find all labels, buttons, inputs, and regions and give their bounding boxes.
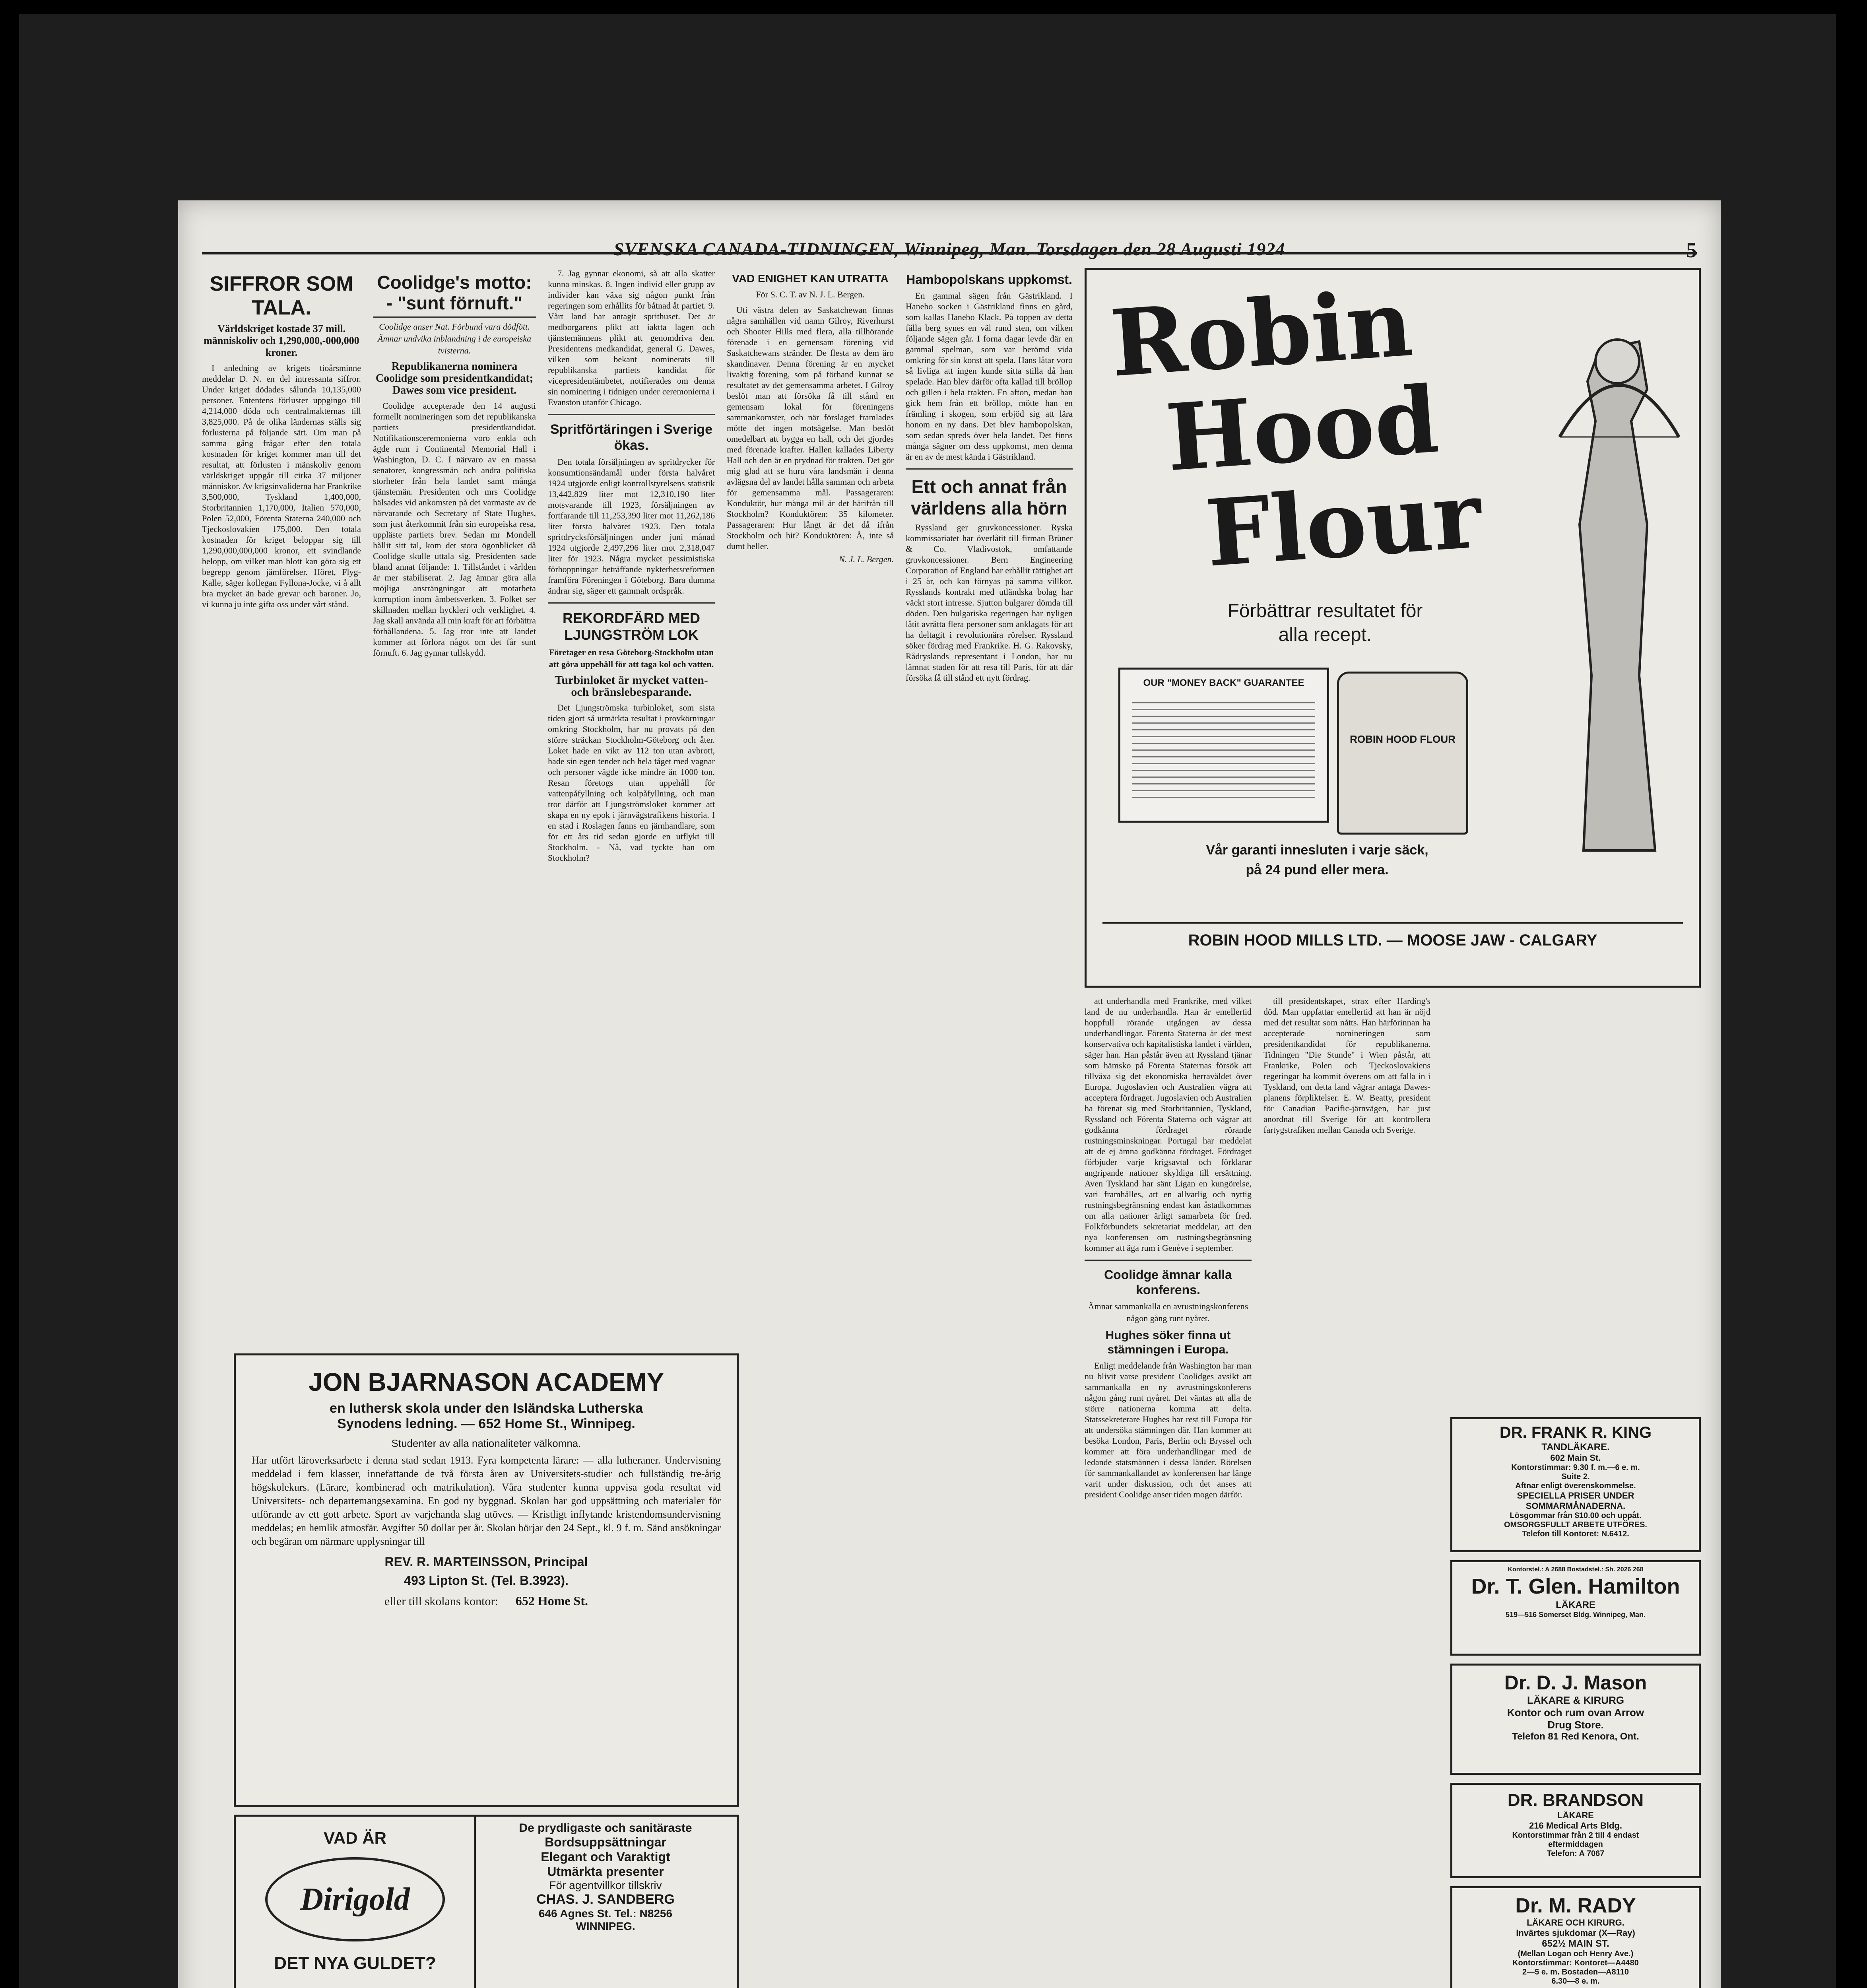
headline-coolidge: Coolidge's motto: - "sunt förnuft." bbox=[373, 272, 536, 318]
robin-hood-brand-1: Robin bbox=[1107, 269, 1416, 398]
dirigold-logo: Dirigold bbox=[300, 1881, 410, 1917]
dirigold-left bbox=[236, 1817, 476, 1988]
article-col3-body: 7. Jag gynnar ekonomi, så att alla skatter kunna minskas. 8. Ingen individ eller grupp av individer kan växa sig någon punkt från regeringen som erhållits för båtnad åt partiet. 9. Vårt land har antagit sprithuset. Det är medborgarens plikt att iaktta lagen och tjänstemännens plikt att genomdriva den. Presidentens medkandidat, general G. Dawes, vilken som bekant nominerats till republikanska partiets kandidat för vicepresidentämbetet, notifierades om denna sin nominering i tidnigen under ceremonierna i Evanston utanför Chicago. bbox=[548, 268, 715, 407]
column-2 bbox=[373, 268, 536, 1342]
glen-hamilton-name: Dr. T. Glen. Hamilton bbox=[1471, 1574, 1680, 1598]
article-spritfortaring-body: Den totala försäljningen av spritdrycker för konsumtionsändamål under första halvåret 1924 utgjorde enligt kontrollstyrelsens statistik 13,442,829 liter mot 12,310,190 liter motsvarande till 1923, försäljningen av fortfarande till 11,253,390 liter mot 11,262,186 liter första halvåret 1923. Den totala spritdrycksförsäljningen under juni månad 1924 utgjorde 2,497,296 liter mot 2,318,047 liter för 1923. Några mycket pessimistiska förhoppningar beträffande nykterhetsreformen framföra Föreningen i Göteborg. Bara dumma ändrar sig, säger ett gammalt ordspråk. bbox=[548, 457, 715, 596]
brandson-hours-2: eftermiddagen bbox=[1548, 1840, 1603, 1849]
ad-rady bbox=[1450, 1886, 1701, 1988]
divider bbox=[906, 468, 1073, 470]
dirigold-logo-oval bbox=[265, 1857, 445, 1941]
rady-hours-3: 6.30—8 e. m. bbox=[1551, 1977, 1600, 1986]
brandson-title: LÄKARE bbox=[1557, 1810, 1594, 1820]
rady-title: LÄKARE OCH KIRURG. bbox=[1527, 1918, 1624, 1928]
column-1 bbox=[202, 268, 361, 1342]
article-siffror-body: I anledning av krigets tioårsminne meddelar D. N. en del intressanta siffror. Under kriget dödades sålunda 10,135,000 personer. Ententens förluster uppgingo till 4,214,000 döda och centralmakternas till 3,825,000. På de olika ländernas ställs sig förlusterna på följande sätt. Om man på samma gång frågar efter den totala kostnaden för kriget kommer man till det resultat, att förlusten i mänskoliv genom världskriget uppgår till cirka 37 miljoner människor. Av krigsinvaliderna har Frankrike 3,500,000, Tyskland 1,400,000, Storbritannien 1,170,000, Italien 570,000, Polen 52,000, Förenta Staterna 240,000 och Tjeckoslovakien 175,000. Den totala kostnaden för kriget beloppar sig till 1,290,000,000,000 kronor, ett svindlande belopp, om vilket man blott kan göra sig ett begrepp genom jämförelser. Höret, Flyg-Kalle, säger kollegan Fyllona-Jocke, vi å allt bra mycket än bade grevar och baroner. Jo, vi kunna ju inte gifta oss under vårt stånd. bbox=[202, 363, 361, 609]
masthead-rule bbox=[202, 252, 1697, 254]
academy-body: Har utfört läroverksarbete i denna stad sedan 1913. Fyra kompetenta lärare: — alla lutheraner. Undervisning meddelad i fem klasser, innefattande de två första åren av Universitets-studier och fullständig tre-årig högskolekurs. (Lärare, kombinerad och matrikulation). Våra studenter kunna uppvisa goda resultat vid Universitets- och departemangsexamina. En god ny byggnad. Skolan har god uppsättning och materialer för utförande av ett gott arbete. Sport av varjehanda slag utöves. — Kristligt inflytande kristendomsundervisning meddelas; en hemlik atmosfär. Avgifter 50 dollar per år. Skolan börjar den 24 Sept., kl. 9 f. m. Sänd ansökningar och begäran om närmare upplysningar till bbox=[252, 1454, 721, 1547]
article-rekordfard-body: Det Ljungströmska turbinloket, som sista tiden gjort så utmärkta resultat i provkörningar omkring Stockholm, har nu provats på den större sträckan Stockholm-Göteborg och åter. Loket hade en vikt av 112 ton utan avbrott, hade sin egen tender och hela tåget med vagnar och personer vägde icke mindre än 1000 ton. Resan företogs utan uppehåll för vattenpåfyllning och kolpåfyllning, och man tror därför att Ljungströmsloket kommer att skapa en ny epok i järnvägstrafikens historia. I en stad i Roslagen fanns en järnhandlare, som för ett års tid sedan gjorde en utflykt till Stockholm. - Nå, vad tyckte han om Stockholm? bbox=[548, 703, 715, 863]
mason-title: LÄKARE & KIRURG bbox=[1527, 1694, 1624, 1706]
brandson-name: DR. BRANDSON bbox=[1507, 1790, 1644, 1810]
divider bbox=[1085, 1260, 1252, 1261]
academy-office-address: 652 Home St. bbox=[515, 1594, 588, 1608]
column-5 bbox=[906, 268, 1073, 1988]
mason-phone: Telefon 81 Red Kenora, Ont. bbox=[1512, 1731, 1639, 1742]
academy-office-label: eller till skolans kontor: bbox=[384, 1595, 498, 1608]
glen-hamilton-top: Kontorstel.: A 2688 Bostadstel.: Sh. 2026 268 bbox=[1508, 1566, 1644, 1573]
academy-office-row bbox=[236, 1594, 737, 1608]
subhead-coolidge: Coolidge anser Nat. Förbund vara dödfött. Ämnar undvika inblandning i de europeiska tvisterna. bbox=[378, 322, 531, 355]
article-coolidge-body: Coolidge accepterade den 14 augusti formellt nomineringen som det republikanska partiets presidentkandidat. Notifikationsceremonierna voro enkla och ägde rum i Continental Memorial Hall i Washington, D. C. I närvaro av en massa senatorer, kongressmän och andra politiska storheter från hela landet samt många tjänstemän. Presidenten och mrs Coolidge hälsades vid ankomsten på det varmaste av de närvarande och Secretary of State Hughes, som just återkommit från sin europeiska resa, uppläste partiets brev. Sedan mr Mondell hållit sitt tal, kom det stora ögonblicket då Coolidge skulle uttala sig. Presidenten sade bland annat följande: 1. Tillståndet i världen är mer stabiliserat. 2. Jag ämnar göra alla möjliga ansträngningar att motarbeta korruption inom ämbetsverken. 3. Folket ser skillnaden mellan hyckleri och verklighet. 4. Jag skall använda all min kraft för att förbättra förhållandena. 5. Jag tror inte att landet kommer att förlora något om det får sunt förnuft. 6. Jag gynnar tullskydd. bbox=[373, 401, 536, 658]
academy-principal: REV. R. MARTEINSSON, Principal bbox=[384, 1555, 588, 1569]
frank-king-special-1: SPECIELLA PRISER UNDER bbox=[1517, 1491, 1634, 1501]
rady-hours-2: 2—5 e. m. Bostaden—A8110 bbox=[1522, 1968, 1629, 1976]
guarantee-box-title: OUR "MONEY BACK" GUARANTEE bbox=[1143, 678, 1304, 688]
divider bbox=[548, 414, 715, 415]
brandson-phone: Telefon: A 7067 bbox=[1547, 1849, 1605, 1858]
headline-vad-enighet: VAD ENIGHET KAN UTRATTA bbox=[732, 272, 889, 285]
frank-king-special-3: Lösgommar från $10.00 och uppåt. bbox=[1510, 1511, 1642, 1520]
article-hughes-body: Enligt meddelande från Washington har man nu blivit varse president Coolidges avsikt att sammankalla en ny avrustningskonferens någon gång runt nyåret. Det väntas att alla de större nationerna komma att delta. Statssekreterare Hughes har rest till Europa för att undersöka stämningen där. Han kommer att besöka London, Paris, Berlin och Bryssel och kommer att föra underhandlingar med de ledande statsmännen i dessa länder. Rörelsen för sammankallandet av konferensen har länge varit under diskussion, och det anses att president Coolidge anser tiden mogen därför. bbox=[1085, 1361, 1252, 1499]
column-5-continuation bbox=[1085, 996, 1252, 1988]
dirigold-top: VAD ÄR bbox=[324, 1829, 386, 1847]
ad-brandson bbox=[1450, 1783, 1701, 1878]
subhead-rekordfard: Företager en resa Göteborg-Stockholm utan att göra uppehåll för att taga kol och vatten. bbox=[549, 647, 714, 669]
headline-rekordfard: REKORDFÄRD MED LJUNGSTRÖM LOK bbox=[563, 610, 700, 643]
flour-sack-label: ROBIN HOOD FLOUR bbox=[1350, 733, 1456, 745]
ad-mason bbox=[1450, 1664, 1701, 1775]
rady-line-2: 652½ MAIN ST. bbox=[1542, 1938, 1609, 1949]
robin-hood-tagline-1: Förbättrar resultatet för bbox=[1227, 600, 1423, 621]
subhead-coolidge-2: Republikanerna nominera Coolidge som presidentkandidat; Dawes som vice president. bbox=[375, 360, 534, 396]
academy-title: JON BJARNASON ACADEMY bbox=[309, 1368, 664, 1396]
rady-line-1: Invärtes sjukdomar (X—Ray) bbox=[1516, 1928, 1635, 1938]
frank-king-address: 602 Main St. bbox=[1550, 1453, 1601, 1463]
article-col5-continuation-body: att underhandla med Frankrike, med vilket land de nu underhandla. Han är emellertid hoppfull rörande utgången av dessa underhandlingar. Förenta Staterna är det mest konservativa och kapitalistiska landet i världen, säger han. Han påstår även att Ryssland tjänar som hämsko på Förenta Staternas försök att tillväxa sig det ekonomiska herraväldet över Europa. Jugoslavien och Australien vägra att acceptera fördraget. Jugoslavien och Australien ha förenat sig med Storbritannien, Tyskland, Ryssland och Förenta Staterna och vägrar att godkänna fördraget rörande rustningsminskningar. Portugal har meddelat att de ej ämna godkänna fördraget. Fördraget förbjuder varje krigsavtal och förklarar angripande nationer skyldiga till ersättning. Aven Tyskland har sänt Ligan en kungörelse, vari framhålles, att en allvarlig och nyttig rustningsbegränsning endast kan åstadkommas om alla nationer ärligt samarbeta för fred. Folkförbundets sekretariat meddelar, att den nya konferensen om rustningsbegränsning kommer att äga rum i Genève i september. bbox=[1085, 996, 1252, 1253]
dirigold-right-7: 646 Agnes St. Tel.: N8256 bbox=[538, 1907, 673, 1920]
guarantee-box bbox=[1118, 668, 1329, 823]
frank-king-hours: Kontorstimmar: 9.30 f. m.—6 e. m. bbox=[1511, 1463, 1640, 1472]
headline-coolidge-kalla: Coolidge ämnar kalla konferens. bbox=[1104, 1268, 1232, 1297]
ad-jon-bjarnason bbox=[234, 1353, 739, 1807]
dirigold-right-3: Elegant och Varaktigt bbox=[541, 1850, 670, 1864]
frank-king-suite: Suite 2. bbox=[1561, 1472, 1590, 1481]
robin-hood-guarantee-1: Vår garanti innesluten i varje säck, bbox=[1206, 843, 1428, 858]
column-4 bbox=[727, 268, 894, 1988]
rady-name: Dr. M. RADY bbox=[1515, 1894, 1636, 1917]
robin-hood-brand-2: Hood bbox=[1163, 366, 1442, 492]
divider bbox=[548, 602, 715, 604]
headline-hambopolskan: Hambopolskans uppkomst. bbox=[906, 272, 1072, 287]
article-vad-enighet-body: Uti västra delen av Saskatchewan finnas några samhällen vid namn Gilroy, Riverhurst och Shooter Hills med flera, alla tillhörande förenade i en gemensam förening vid Saskatchewans stränder. De flesta av dem äro skandinaver. Denna förening är en mycket livaktig förening, som på förhand kunnat se resultatet av det gemensamma arbetet. I Gilroy beslöt man att försöka få till stånd en gemensam lokal för föreningens sammankomster, och när förslaget framlades mötte det ingen motsägelse. Man beslöt omedelbart att bygga en hall, och det gjordes med förenade krafter. Hallen kallades Liberty Hall och den är en prydnad för trakten. Det gör mig glad att se huru våra landsmän i denna avlägsna del av landet hålla samman och arbeta för gemensamma mål. Passageraren: Konduktör, hur många mil är det härifrån till Stockholm? Konduktören: 35 kilometer. Passageraren: Hur långt är det då ifrån Stockholm och hit? Konduktören: Å, inte så dumt heller. bbox=[727, 305, 894, 551]
brandson-hours-1: Kontorstimmar från 2 till 4 endast bbox=[1512, 1831, 1639, 1840]
dirigold-right-4: Utmärkta presenter bbox=[547, 1864, 664, 1879]
frank-king-phone: Telefon till Kontoret: N.6412. bbox=[1522, 1530, 1629, 1538]
academy-line-1: en luthersk skola under den Isländska Lutherska bbox=[330, 1401, 643, 1416]
newspaper-page bbox=[178, 200, 1721, 1988]
ad-frank-king bbox=[1450, 1417, 1701, 1552]
academy-address: 493 Lipton St. (Tel. B.3923). bbox=[404, 1573, 569, 1588]
subhead-coolidge-kalla: Ämnar sammankalla en avrustningskonferens någon gång runt nyåret. bbox=[1088, 1301, 1248, 1323]
headline-ett-och-annat: Ett och annat från världens alla hörn bbox=[911, 476, 1067, 518]
article-ett-och-annat-body: Ryssland ger gruvkoncessioner. Ryska kommissariatet har överlåtit till firman Brüner & Co. Vladivostok, omfattande gruvkoncessioner. Bern Engineering Corporation of England har erhållit rättighet att i 25 år, och kan förnyas på samma villkor. Rysslands kontrakt med utländska bolag har väckt stort intresse. Sjutton bulgarer dömda till döden. Den bulgariska regeringen har nyligen låtit avrätta flera personer som anklagats för att ha deltagit i revolutionära rörelser. Ryssland söker fördrag med Frankrike. H. G. Rakovsky, Rådryslands representant i London, har nu lämnat staden för att resa till Paris, för att där försöka få till stånd ett nytt fördrag. bbox=[906, 522, 1073, 683]
robin-hood-archer-illustration bbox=[1552, 318, 1683, 866]
academy-line-2: Synodens ledning. — 652 Home St., Winnipeg. bbox=[337, 1416, 635, 1431]
article-hambopolskan-body: En gammal sägen från Gästrikland. I Hanebo socken i Gästrikland finns en gård, som kallas Hanebo Klack. På toppen av detta fälla berg synes en väl rund sten, om vilken följande sägen går. I forna dagar levde där en gammal spelman, som var berömd vida omkring för sin konst att spela. Hans låtar voro så livliga att ingen kunde sitta stilla då han spelade. Han blev därför ofta kallad till bröllop och gillen i hela trakten. En afton, medan han gick hem från ett bröllop, mötte han en främling i skogen, som erbjöd sig att lära honom en ny dans. Det blev hambopolskan, som sedan spreds över hela landet. Det finns många sägner om dess uppkomst, men denna är en av de mest kända i Gästrikland. bbox=[906, 291, 1073, 462]
dirigold-right-2: Bordsuppsättningar bbox=[545, 1835, 666, 1849]
robin-hood-ad bbox=[1085, 268, 1701, 988]
flour-sack bbox=[1337, 672, 1468, 835]
glen-hamilton-title: LÄKARE bbox=[1556, 1600, 1595, 1610]
frank-king-name: DR. FRANK R. KING bbox=[1499, 1424, 1652, 1441]
rady-hours-1: Kontorstimmar: Kontoret—A4480 bbox=[1512, 1959, 1639, 1967]
dirigold-right-6: CHAS. J. SANDBERG bbox=[536, 1892, 675, 1907]
dirigold-right bbox=[478, 1821, 733, 1933]
robin-hood-tagline-2: alla recept. bbox=[1278, 624, 1372, 645]
masthead: SVENSKA CANADA-TIDNINGEN, Winnipeg, Man. Torsdagen den 28 Augusti 1924 bbox=[613, 239, 1285, 259]
byline-vad-enighet: För S. C. T. av N. J. L. Bergen. bbox=[756, 289, 865, 299]
robin-hood-mills: ROBIN HOOD MILLS LTD. — MOOSE JAW - CALGARY bbox=[1102, 922, 1683, 949]
guarantee-box-lines bbox=[1132, 697, 1315, 800]
mason-line-2: Drug Store. bbox=[1547, 1719, 1604, 1731]
academy-line-3: Studenter av alla nationaliteter välkomna. bbox=[391, 1437, 581, 1449]
ad-glen-hamilton bbox=[1450, 1560, 1701, 1656]
headline-spritfortaring: Spritförtäringen i Sverige ökas. bbox=[550, 422, 713, 453]
robin-hood-guarantee-2: på 24 pund eller mera. bbox=[1246, 862, 1389, 878]
page-number: 5 bbox=[1686, 238, 1697, 262]
article-col6-body: till presidentskapet, strax efter Harding's död. Man uppfattar emellertid att han är nöjd med det resultat som nåtts. Han härförinnan ha accepterade nomineringen som presidentkandidat för republikanerna. Tidningen "Die Stunde" i Wien påstår, att Frankrike, Polen och Tjeckoslovakiens regeringar ha kommit överens om att falla in i Tyskland, om detta land vägrar antaga Dawes-planens förpliktelser. E. W. Beatty, president för Canadian Pacific-järnvägen, har just anordnat till Sverige för att kontrollera fartygstrafiken mellan Canada och Sverige. bbox=[1263, 996, 1430, 1135]
mason-line-1: Kontor och rum ovan Arrow bbox=[1507, 1706, 1644, 1718]
rady-line-3: (Mellan Logan och Henry Ave.) bbox=[1518, 1949, 1634, 1958]
dirigold-right-5: För agentvillkor tillskriv bbox=[549, 1879, 662, 1891]
signature: N. J. L. Bergen. bbox=[839, 554, 894, 564]
subhead-rekordfard-2: Turbinloket är mycket vatten- och bränslebesparande. bbox=[555, 674, 708, 699]
robin-hood-brand-3: Flour bbox=[1202, 461, 1485, 588]
dirigold-question: DET NYA GULDET? bbox=[274, 1953, 436, 1973]
headline-siffror: SIFFROR SOM TALA. bbox=[210, 272, 353, 319]
frank-king-special-4: OMSORGSFULLT ARBETE UTFÖRES. bbox=[1504, 1520, 1647, 1529]
column-6 bbox=[1263, 996, 1430, 1413]
subhead-siffror: Världskriget kostade 37 mill. människoliv och 1,290,000,-000,000 kroner. bbox=[204, 323, 359, 358]
headline-hughes: Hughes söker finna ut stämningen i Europa. bbox=[1105, 1329, 1231, 1356]
dirigold-right-1: De prydligaste och sanitäraste bbox=[519, 1821, 692, 1835]
frank-king-title: TANDLÄKARE. bbox=[1541, 1442, 1610, 1452]
ad-dirigold bbox=[234, 1815, 739, 1988]
brandson-address: 216 Medical Arts Bldg. bbox=[1529, 1821, 1622, 1831]
dirigold-right-8: WINNIPEG. bbox=[576, 1920, 635, 1932]
glen-hamilton-address: 519—516 Somerset Bldg. Winnipeg, Man. bbox=[1506, 1611, 1646, 1619]
frank-king-evening: Aftnar enligt överenskommelse. bbox=[1515, 1481, 1636, 1490]
frank-king-special-2: SOMMARMÅNADERNA. bbox=[1525, 1501, 1626, 1511]
mason-name: Dr. D. J. Mason bbox=[1504, 1672, 1647, 1694]
